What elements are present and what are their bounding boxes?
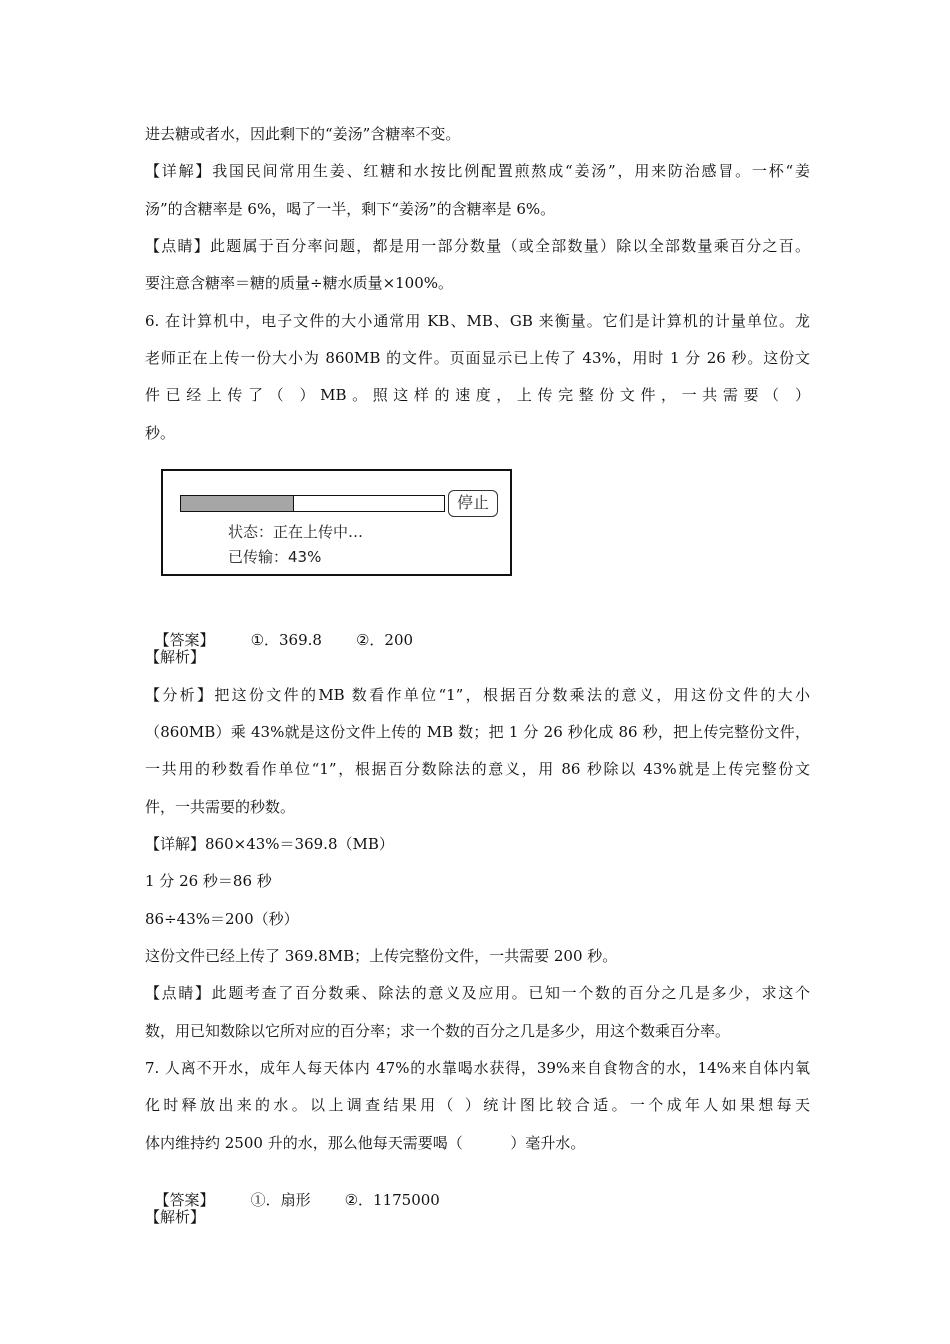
text-line: 【解析】 — [145, 1208, 206, 1226]
question-7-line: 体内维持约 2500 升的水，那么他每天需要喝（ ）毫升水。 — [145, 1134, 586, 1152]
answer-2: ②．200 — [355, 631, 414, 649]
transferred-text: 已传输：43% — [228, 548, 322, 566]
text-line: 件，一共需要的秒数。 — [145, 798, 296, 816]
progress-bar-fill — [181, 496, 294, 511]
answer-label: 【答案】 — [154, 1191, 215, 1209]
text-line: 【解析】 — [145, 648, 206, 666]
answer-1: ①．369.8 — [250, 631, 322, 649]
text-line: 【点睛】此题考查了百分数乘、除法的意义及应用。已知一个数的百分之几是多少，求这个 — [145, 984, 810, 1002]
question-7-line: 化时释放出来的水。以上调查结果用（ ）统计图比较合适。一个成年人如果想每天 — [145, 1096, 810, 1114]
status-text: 状态：正在上传中… — [228, 523, 364, 541]
answer-line — [145, 1170, 440, 1210]
text-line: 【详解】860×43%＝369.8（MB） — [145, 835, 394, 853]
answer-1: ①．扇形 — [250, 1191, 311, 1209]
text-line: 86÷43%＝200（秒） — [145, 910, 299, 928]
question-6-line: 秒。 — [145, 424, 176, 442]
upload-progress-figure — [161, 469, 512, 576]
text-line: 【详解】我国民间常用生姜、红糖和水按比例配置煎熬成“姜汤”，用来防治感冒。一杯“姜 — [145, 162, 810, 180]
question-7-line: 7. 人离不开水，成年人每天体内 47%的水靠喝水获得，39%来自食物含的水，14%来自体内氧 — [145, 1059, 810, 1077]
text-line: 1 分 26 秒＝86 秒 — [145, 872, 272, 890]
text-line: 要注意含糖率＝糖的质量÷糖水质量×100%。 — [145, 274, 454, 292]
question-6-line: 老师正在上传一份大小为 860MB 的文件。页面显示已上传了 43%，用时 1 分 26 秒。这份文 — [145, 349, 810, 367]
text-line: 【分析】把这份文件的MB 数看作单位“1”，根据百分数乘法的意义，用这份文件的大小 — [145, 686, 810, 704]
answer-line — [145, 610, 413, 650]
text-line: （860MB）乘 43%就是这份文件上传的 MB 数；把 1 分 26 秒化成 86 秒，把上传完整份文件， — [145, 723, 810, 741]
text-line: 【点睛】此题属于百分率问题，都是用一部分数量（或全部数量）除以全部数量乘百分之百。 — [145, 237, 810, 255]
stop-button[interactable]: 停止 — [448, 490, 498, 517]
question-6-line: 6. 在计算机中，电子文件的大小通常用 KB、MB、GB 来衡量。它们是计算机的计量单位。龙 — [145, 312, 810, 330]
answer-label: 【答案】 — [154, 631, 215, 649]
text-line: 汤”的含糖率是 6%，喝了一半，剩下“姜汤”的含糖率是 6%。 — [145, 200, 556, 218]
text-line: 数，用已知数除以它所对应的百分率；求一个数的百分之几是多少，用这个数乘百分率。 — [145, 1022, 731, 1040]
question-6-line: 件已经上传了（ ）MB。照这样的速度，上传完整份文件，一共需要（ ） — [145, 386, 810, 404]
text-line: 这份文件已经上传了 369.8MB；上传完整份文件，一共需要 200 秒。 — [145, 947, 618, 965]
answer-2: ②．1175000 — [344, 1191, 440, 1209]
progress-bar — [180, 495, 445, 512]
text-line: 进去糖或者水，因此剩下的“姜汤”含糖率不变。 — [145, 125, 461, 143]
text-line: 一共用的秒数看作单位“1”，根据百分数除法的意义，用 86 秒除以 43%就是上传完整份文 — [145, 760, 810, 778]
